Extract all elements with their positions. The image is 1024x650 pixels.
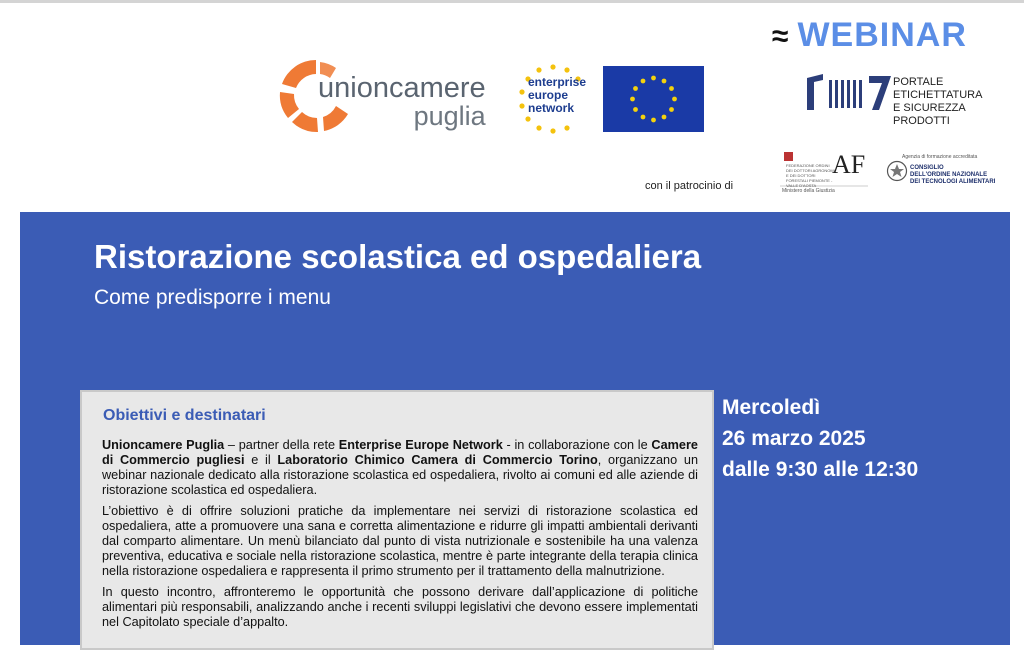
- een-wordmark: [528, 76, 586, 115]
- event-time: dalle 9:30 alle 12:30: [722, 458, 919, 481]
- portale-line: PORTALE ETICHETTATURA: [893, 76, 983, 101]
- paragraph-text: , organizzano un webinar nazionale dedicato alla ristorazione scolastica ed ospedaliera, rivolto ai comuni ed alle aziende di ristorazione scolastica ed ospedaliera.: [102, 453, 698, 497]
- panel-body: [102, 438, 698, 636]
- paragraph-objective: L’obiettivo è di offrire soluzioni pratiche da implementare nei servizi di ristorazione scolastica ed ospedaliera, atte a promuovere una sana e corretta alimentazione e ridurre gli impatti ambientali derivanti dal comparto alimentare. Un menù bilanciato dal punto di vista nutrizionale e sostenibile ha una valenza preventiva, educativa e sociale nella ristorazione scolastica, mentre è parte integrante della terapia clinica nella ristorazione ospedaliera e rappresenta il primo strumento per il trattamento della malnutrizione.: [102, 504, 698, 578]
- federazione-text: FEDERAZIONE ORDINI DEI DOTTORI AGRONOMI E DEI DOTTORI FORESTALI PIEMONTE - VALLE D'AOSTA: [786, 163, 835, 188]
- portale-logo-icon: [805, 72, 895, 112]
- een-line: europe: [528, 88, 569, 102]
- cnt-wordmark: [910, 165, 995, 186]
- objectives-panel: [80, 390, 714, 650]
- event-date: 26 marzo 2025: [722, 427, 866, 450]
- paragraph-text: e il: [244, 453, 278, 467]
- een-line: enterprise: [528, 75, 587, 89]
- paragraph-text: - in collaborazione con le: [502, 438, 652, 452]
- panel-heading: Obiettivi e destinatari: [103, 407, 266, 424]
- cnt-caption: Agenzia di formazione accreditata: [902, 154, 978, 160]
- unioncamere-wordmark: [318, 74, 486, 130]
- webinar-label: [772, 16, 967, 55]
- portale-line: E SICUREZZA PRODOTTI: [893, 102, 966, 127]
- patrocinio-text: con il patrocinio di: [645, 180, 734, 192]
- page-subtitle: Come predisporre i menu: [94, 286, 331, 309]
- org-name: Unioncamere Puglia: [102, 438, 225, 452]
- ministero-text: Ministero della Giustizia: [782, 188, 835, 194]
- org-name: Laboratorio Chimico Camera di Commercio Torino: [277, 453, 598, 467]
- portale-wordmark: [893, 76, 1024, 128]
- paragraph-text: – partner della rete: [224, 438, 339, 452]
- een-line: network: [528, 101, 575, 115]
- org-name: Enterprise Europe Network: [338, 438, 503, 452]
- af-logo: AF: [832, 150, 866, 179]
- paragraph-meeting: In questo incontro, affronteremo le opportunità che possono derivare dall’applicazione di politiche alimentari più responsabili, analizzando anche i recenti sviluppi legislativi che devono essere implementati nel Capitolato speciale d’appalto.: [102, 585, 698, 629]
- org-name: Camere di Commercio pugliesi: [102, 438, 698, 467]
- cnt-emblem-icon: [886, 160, 908, 182]
- cnt-line: DELL'ORDINE NAZIONALE: [910, 172, 988, 178]
- wave-icon: ≈: [772, 20, 790, 53]
- webinar-text: WEBINAR: [797, 16, 967, 54]
- puglia-text: puglia: [413, 101, 486, 131]
- cnt-line: DEI TECNOLOGI ALIMENTARI: [910, 179, 996, 185]
- event-date-block: [722, 392, 918, 485]
- event-day: Mercoledì: [722, 396, 821, 419]
- page-title: Ristorazione scolastica ed ospedaliera: [94, 238, 702, 275]
- top-divider: [0, 0, 1024, 3]
- paragraph-intro: [102, 438, 698, 498]
- eu-flag-icon: [603, 66, 704, 132]
- unioncamere-text: unioncamere: [318, 72, 486, 104]
- cnt-line: CONSIGLIO: [910, 165, 944, 171]
